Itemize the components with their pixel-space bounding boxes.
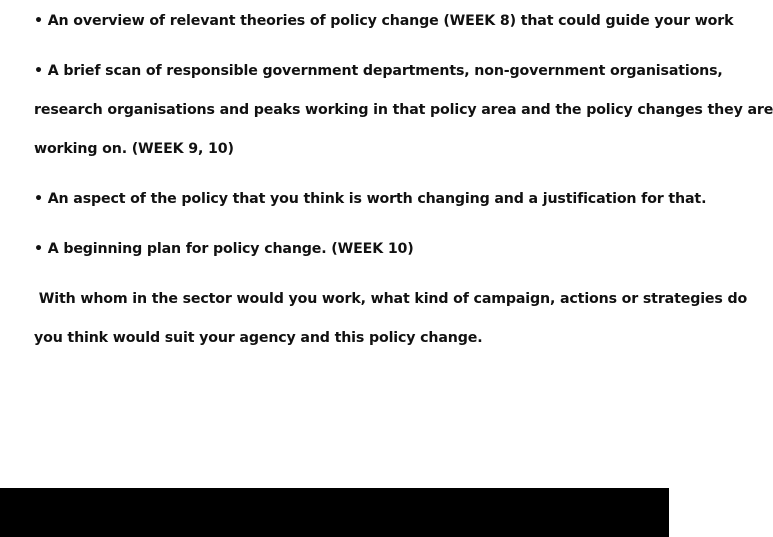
bullet-beginning-plan: • A beginning plan for policy change. (WEEK 10) <box>34 241 414 257</box>
bullet-overview-theories: • An overview of relevant theories of policy change (WEEK 8) that could guide your work <box>34 13 734 29</box>
plan-question: With whom in the sector would you work, what kind of campaign, actions or strategies do <box>34 291 748 307</box>
bullet-brief-scan: • A brief scan of responsible government departments, non-government organisations, <box>34 63 723 79</box>
footer-bar <box>0 488 669 537</box>
bullet-brief-scan-cont-2: working on. (WEEK 9, 10) <box>34 141 234 157</box>
bullet-brief-scan-cont-1: research organisations and peaks working in that policy area and the policy changes they are <box>34 102 773 118</box>
plan-question-cont: you think would suit your agency and this policy change. <box>34 330 483 346</box>
bullet-policy-aspect: • An aspect of the policy that you think is worth changing and a justification for that. <box>34 191 707 207</box>
